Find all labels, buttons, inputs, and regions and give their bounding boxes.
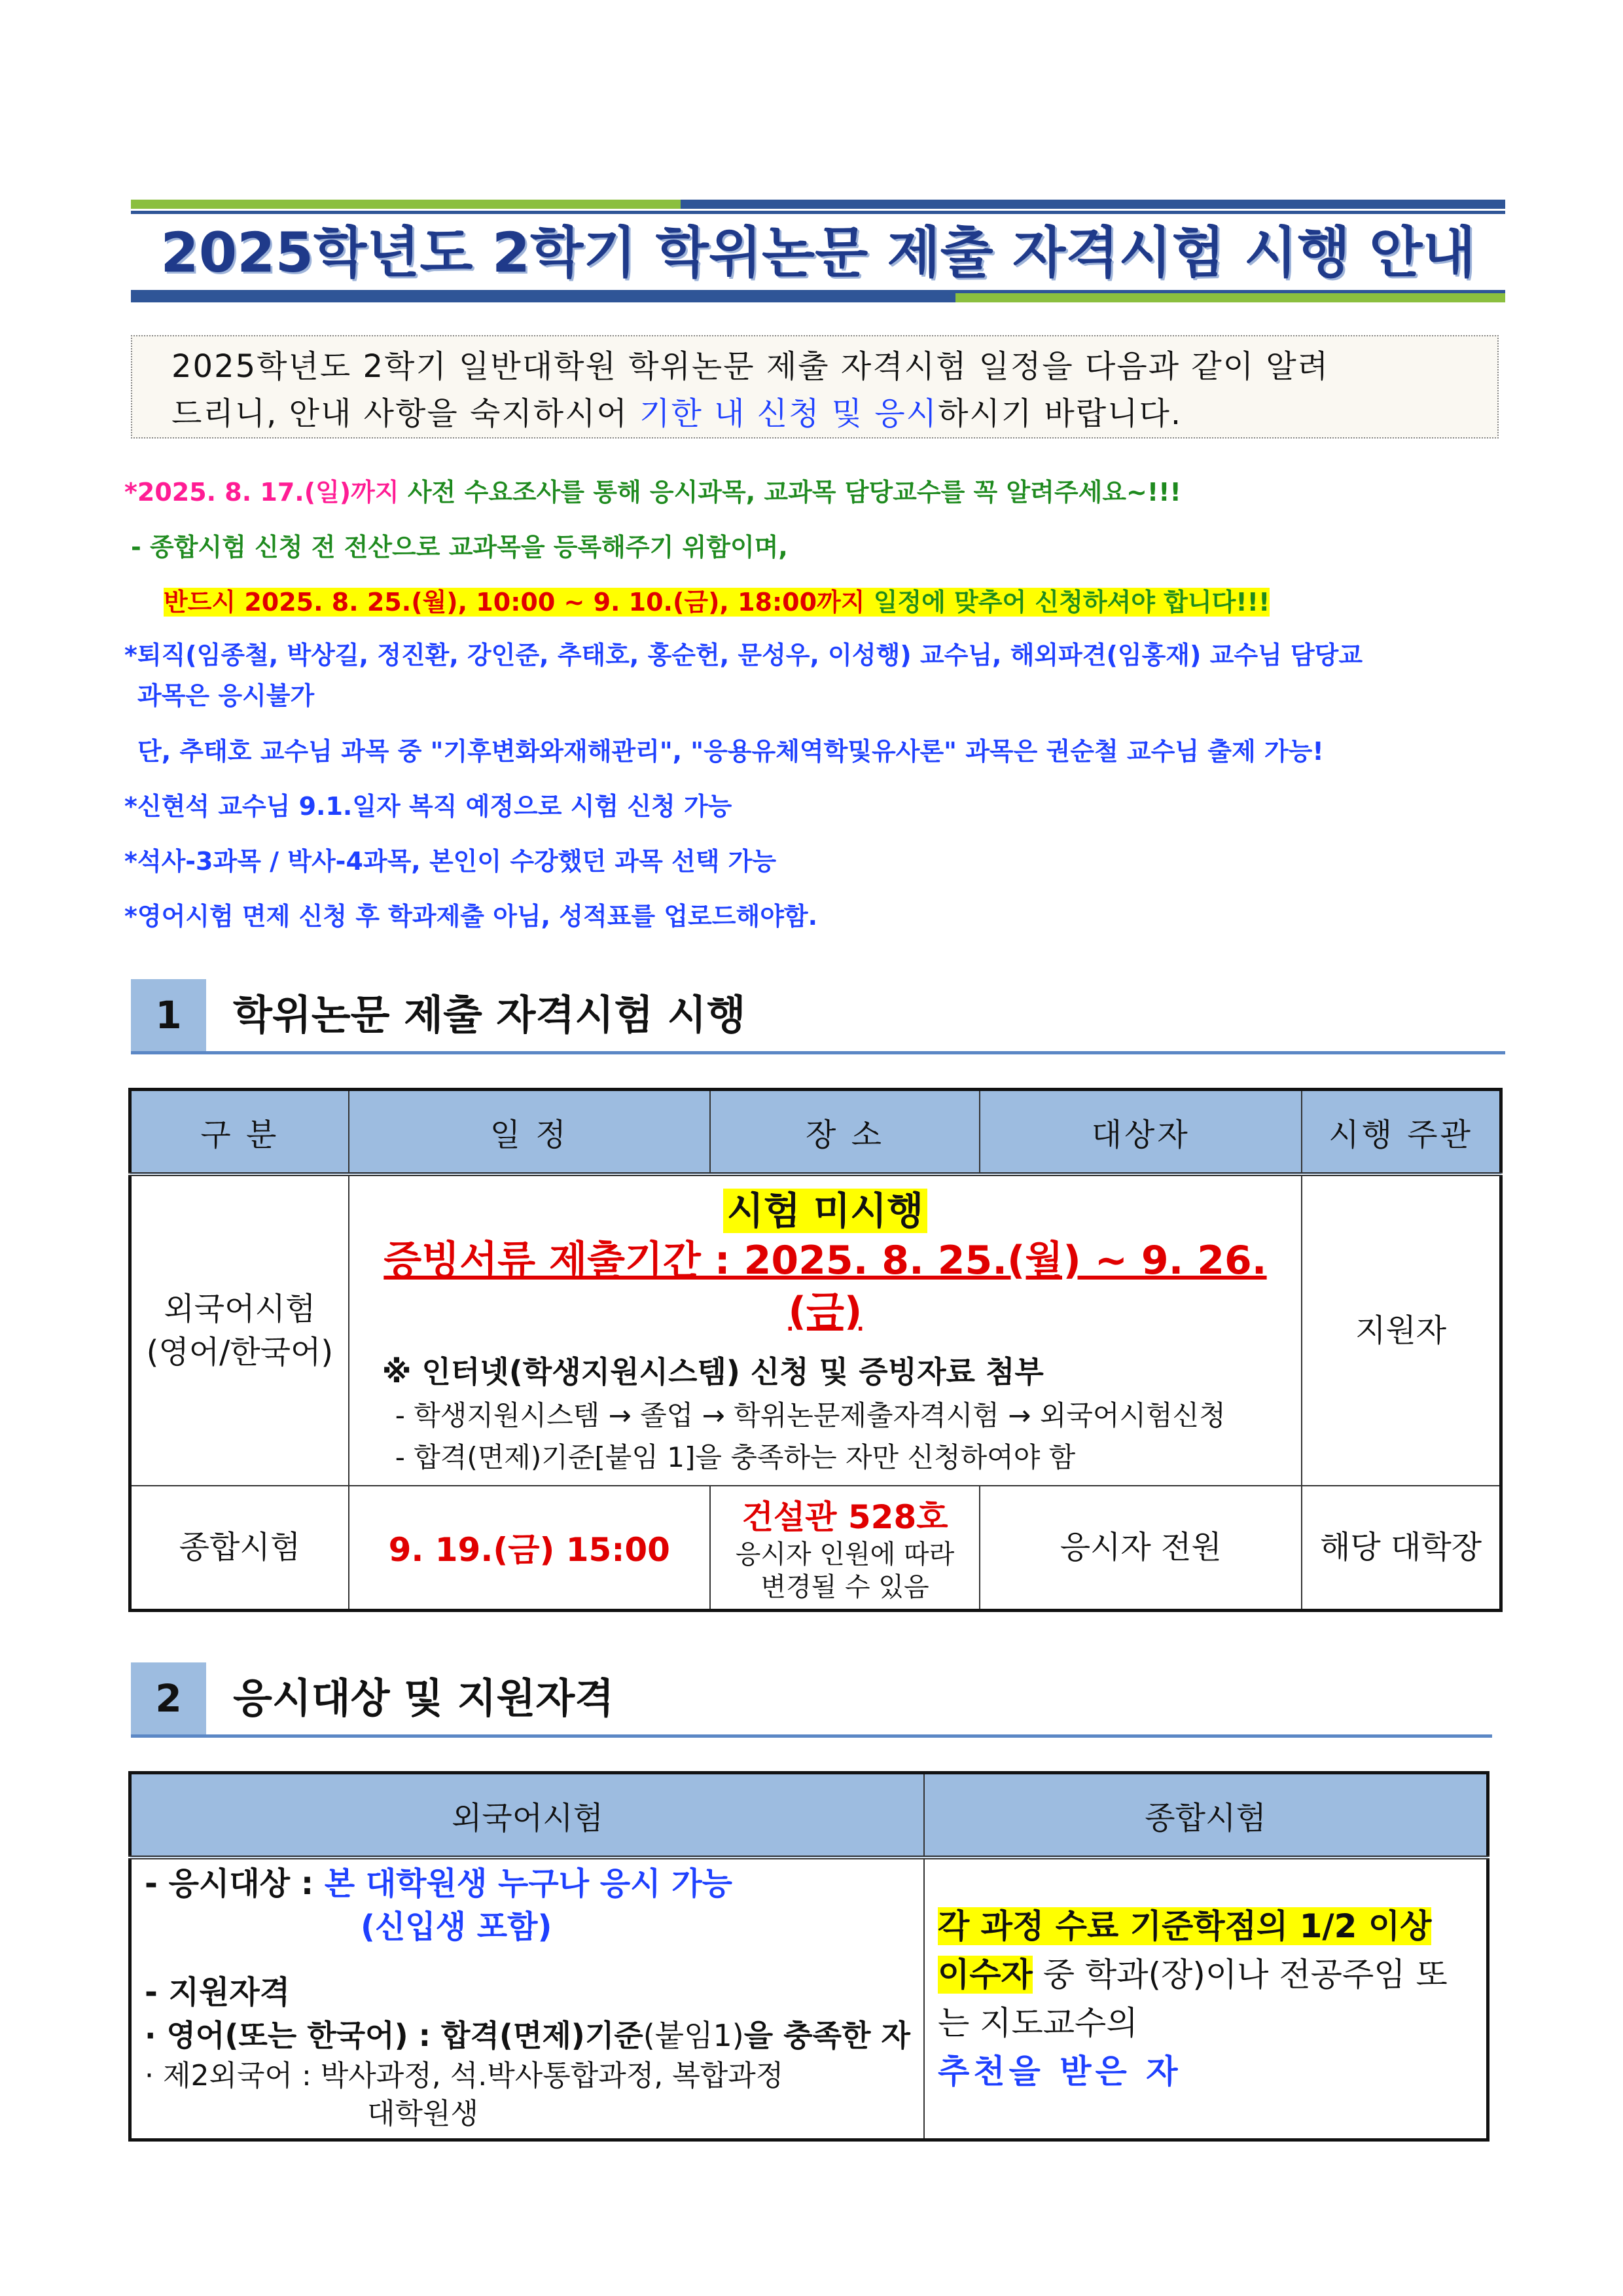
table-header-row bbox=[130, 1090, 1501, 1175]
notice-retired-professors bbox=[124, 630, 1518, 724]
bullet-star: * bbox=[124, 478, 137, 507]
intro-text-end: 하시기 바랍니다. bbox=[938, 395, 1183, 432]
row-comprehensive-target: 응시자 전원 bbox=[980, 1486, 1302, 1610]
qualification-second-language: · 제2외국어 : 박사과정, 석.박사통합과정, 복합과정 bbox=[145, 2059, 784, 2092]
category-line-1: 외국어시험 bbox=[164, 1291, 316, 1327]
row-foreign-exam-details bbox=[349, 1174, 1302, 1486]
qualification-english bbox=[145, 2014, 910, 2057]
notice-retired-line1: *퇴직(임종철, 박상길, 정진환, 강인준, 추태호, 홍순헌, 문성우, 이성행) 교수님, 해외파견(임홍재) 교수님 담당교 bbox=[124, 641, 1363, 670]
row-comprehensive-category: 종합시험 bbox=[130, 1486, 349, 1610]
not-held-badge: 시험 미시행 bbox=[723, 1189, 927, 1233]
row-comprehensive-schedule: 9. 19.(금) 15:00 bbox=[349, 1486, 710, 1610]
exam-schedule-table bbox=[128, 1088, 1503, 1612]
intro-line-1: 2025학년도 2학기 일반대학원 학위논문 제출 자격시험 일정을 다음과 같이 알려 bbox=[171, 348, 1330, 385]
target-value-2: (신입생 포함) bbox=[361, 1909, 552, 1945]
col-header-target: 대상자 bbox=[980, 1090, 1302, 1175]
notice-list bbox=[124, 465, 1518, 944]
recommendation-text: 중 학과(장)이나 전공주임 또는 지도교수의 bbox=[937, 1956, 1448, 2042]
section-1-underline bbox=[131, 1051, 1505, 1054]
qualification-english-pre: · 영어(또는 한국어) : 합격(면제)기준 bbox=[145, 2018, 643, 2053]
col-header-organizer: 시행 주관 bbox=[1302, 1090, 1501, 1175]
title-bar-bottom bbox=[131, 293, 1505, 302]
qualification-english-attachment: (붙임1) bbox=[643, 2018, 744, 2053]
intro-deadline-highlight: 기한 내 신청 및 응시 bbox=[639, 395, 938, 432]
notice-survey bbox=[124, 465, 1518, 520]
row-foreign-exam-category bbox=[130, 1174, 349, 1486]
notice-survey-date: 2025. 8. 17.(일)까지 bbox=[137, 478, 399, 507]
target-line bbox=[145, 1862, 910, 1905]
section-1-title: 학위논문 제출 자격시험 시행 bbox=[233, 991, 746, 1039]
credit-requirement: 각 과정 수료 기준학점의 1/2 이상 이수자 bbox=[937, 1907, 1432, 1994]
qualification-second-language-2: 대학원생 bbox=[367, 2097, 479, 2130]
section-1-number: 1 bbox=[131, 979, 206, 1051]
notice-deadline-date: 반드시 2025. 8. 25.(월), 10:00 ~ 9. 10.(금), 18:00까지 bbox=[164, 588, 865, 617]
target-label: - 응시대상 : bbox=[145, 1865, 325, 1902]
title-bar-top-line bbox=[131, 211, 1505, 214]
col-header-place: 장 소 bbox=[710, 1090, 980, 1175]
col-header-comprehensive-exam: 종합시험 bbox=[924, 1773, 1488, 1858]
category-line-2: (영어/한국어) bbox=[146, 1334, 334, 1371]
title-bar-top bbox=[131, 200, 1505, 209]
foreign-exam-eligibility bbox=[130, 1857, 924, 2140]
notice-deadline-text: 일정에 맞추어 신청하셔야 합니다!!! bbox=[865, 588, 1270, 617]
notice-retired-line2: 과목은 응시불가 bbox=[137, 681, 315, 710]
col-header-category: 구 분 bbox=[130, 1090, 349, 1175]
table-header-row bbox=[130, 1773, 1488, 1858]
notice-subject-count: *석사-3과목 / 박사-4과목, 본인이 수강했던 과목 선택 가능 bbox=[124, 847, 777, 876]
col-header-schedule: 일 정 bbox=[349, 1090, 710, 1175]
notice-reinstatement: *신현석 교수님 9.1.일자 복직 예정으로 시험 신청 가능 bbox=[124, 792, 732, 821]
comprehensive-exam-eligibility bbox=[924, 1857, 1488, 2140]
page-title: 2025학년도 2학기 학위논문 제출 자격시험 시행 안내 bbox=[160, 221, 1476, 285]
notice-register: - 종합시험 신청 전 전산으로 교과목을 등록해주기 위함이며, bbox=[131, 533, 788, 562]
table-row bbox=[130, 1857, 1488, 2140]
submission-period: 증빙서류 제출기간 : 2025. 8. 25.(월) ~ 9. 26.(금) bbox=[383, 1238, 1267, 1335]
notice-survey-text: 사전 수요조사를 통해 응시과목, 교과목 담당교수를 꼭 알려주세요~!!! bbox=[399, 478, 1181, 507]
section-2-number: 2 bbox=[131, 1662, 206, 1734]
row-foreign-exam-organizer: 지원자 bbox=[1302, 1174, 1501, 1486]
target-line-2 bbox=[145, 1905, 910, 1948]
notice-english-exemption: *영어시험 면제 신청 후 학과제출 아님, 성적표를 업로드해야함. bbox=[124, 902, 818, 931]
col-header-foreign-exam: 외국어시험 bbox=[130, 1773, 924, 1858]
internet-application-note: ※ 인터넷(학생지원시스템) 신청 및 증빙자료 첨부 bbox=[382, 1354, 1044, 1390]
intro-line-2 bbox=[171, 390, 1458, 437]
row-comprehensive-place bbox=[710, 1486, 980, 1610]
eligibility-table bbox=[128, 1771, 1489, 2142]
notice-deadline bbox=[124, 575, 1518, 630]
application-path: - 학생지원시스템 → 졸업 → 학위논문제출자격시험 → 외국어시험신청 bbox=[395, 1399, 1226, 1431]
qualification-label-text: - 지원자격 bbox=[145, 1974, 291, 2011]
intro-box bbox=[131, 335, 1499, 439]
application-criteria: - 합격(면제)기준[붙임 1]을 충족하는 자만 신청하여야 함 bbox=[395, 1441, 1076, 1473]
section-2-underline bbox=[131, 1734, 1492, 1738]
place-note-1: 응시자 인원에 따라 bbox=[735, 1539, 955, 1570]
recommendation-required: 추천을 받은 자 bbox=[937, 2053, 1182, 2090]
table-row bbox=[130, 1174, 1501, 1486]
section-2-title: 응시대상 및 지원자격 bbox=[233, 1674, 615, 1722]
notice-exception: 단, 추태호 교수님 과목 중 "기후변화와재해관리", "응용유체역학및유사론" 과목은 권순철 교수님 출제 가능! bbox=[137, 737, 1324, 766]
place-note-2: 변경될 수 있음 bbox=[760, 1572, 929, 1603]
row-comprehensive-organizer: 해당 대학장 bbox=[1302, 1486, 1501, 1610]
intro-text: 드리니, 안내 사항을 숙지하시어 bbox=[171, 395, 640, 432]
exam-place: 건설관 528호 bbox=[741, 1498, 948, 1537]
target-value: 본 대학원생 누구나 응시 가능 bbox=[324, 1865, 732, 1902]
table-row bbox=[130, 1486, 1501, 1610]
qualification-label bbox=[145, 1971, 910, 2014]
qualification-english-post: 을 충족한 자 bbox=[743, 2018, 910, 2053]
